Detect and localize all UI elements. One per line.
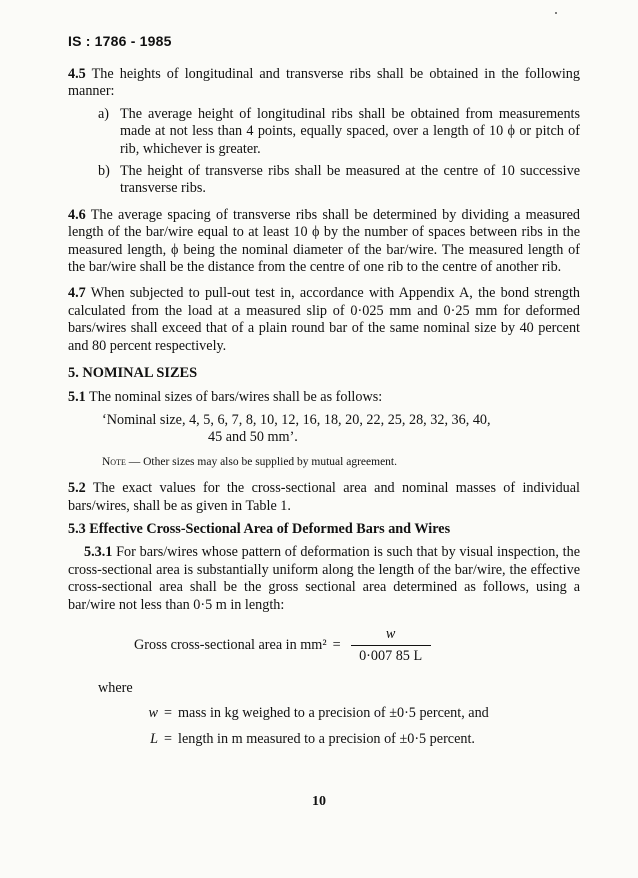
formula-fraction <box>351 626 431 666</box>
scan-speck <box>555 12 557 14</box>
document-body <box>68 66 580 748</box>
clause-number: 5.2 <box>68 480 86 497</box>
where-label: where <box>98 679 133 696</box>
definition-equals: = <box>164 705 173 722</box>
clause-5-2 <box>68 480 580 515</box>
clause-5-1 <box>68 389 580 406</box>
list-item-label: a) <box>98 105 110 122</box>
nominal-sizes-quote-line-1: ‘Nominal size, 4, 5, 6, 7, 8, 10, 12, 16, 18, 20, 22, 25, 28, 32, 36, 40, <box>102 411 491 428</box>
clause-number: 5.3.1 <box>84 544 113 561</box>
clause-text: For bars/wires whose pattern of deformation is such that by visual inspection, the cross-sectional area is substantially uniform along the length of the bar/wire, the effective cross-sectional area shall be the gross sectional area determined as follows, using a bar/wire not less than 0·5 m in length: <box>68 544 580 613</box>
gross-area-formula <box>134 626 580 666</box>
definition-equals: = <box>164 730 173 747</box>
list-item <box>98 106 580 158</box>
note-text: — Other sizes may also be supplied by mutual agreement. <box>125 455 397 468</box>
clause-4-5 <box>68 66 580 101</box>
clause-text: The average spacing of transverse ribs shall be determined by dividing a measured length of the bar/wire equal to at least 10 ϕ by the number of spaces between ribs in the measured length, ϕ being the nominal diameter of the bar/wire. The measured length of the bar/wire shall be the distance from the centre of one rib to the centre of another rib. <box>68 206 580 276</box>
clause-text: When subjected to pull-out test in, accordance with Appendix A, the bond strength calculated from the load at a measured slip of 0·025 mm and 0·25 mm for deformed bars/wires shall exceed that of a plain round bar of the same nominal size by 40 percent and 80 percent respectively. <box>68 285 580 354</box>
definition-text: mass in kg weighed to a precision of ±0·5 percent, and <box>178 705 489 722</box>
definition-symbol: w <box>148 705 158 722</box>
page-number: 10 <box>312 794 326 809</box>
clause-text: The nominal sizes of bars/wires shall be as follows: <box>89 388 383 405</box>
clause-number: 5.1 <box>68 388 86 405</box>
standard-header: IS : 1786 - 1985 <box>68 33 172 49</box>
nominal-sizes-quote-line-2: 45 and 50 mm’. <box>208 429 298 446</box>
subsection-heading-effective-area: 5.3 Effective Cross-Sectional Area of Deformed Bars and Wires <box>68 520 451 537</box>
clause-number: 4.7 <box>68 285 86 302</box>
clause-5-3-1 <box>68 544 580 614</box>
list-item <box>98 163 580 198</box>
clause-text: The exact values for the cross-sectional area and nominal masses of individual bars/wires, shall be as given in Table 1. <box>68 480 580 514</box>
clause-number: 4.5 <box>68 66 86 82</box>
formula-denominator: 0·007 85 L <box>359 648 423 665</box>
formula-numerator: w <box>385 626 396 643</box>
section-heading-nominal-sizes: 5. NOMINAL SIZES <box>68 365 198 382</box>
clause-4-7 <box>68 285 580 355</box>
definition-symbol: L <box>150 730 158 747</box>
definition-text: length in m measured to a precision of ±0·5 percent. <box>178 730 475 747</box>
definition-row <box>144 731 580 748</box>
note-label: Note <box>102 455 126 468</box>
list-item-text: The height of transverse ribs shall be measured at the centre of 10 successive transverse ribs. <box>120 163 580 197</box>
formula-equals: = <box>332 637 341 654</box>
note <box>102 454 580 471</box>
list-item-label: b) <box>98 163 110 180</box>
definition-row <box>144 705 580 722</box>
clause-text: The heights of longitudinal and transverse ribs shall be obtained in the following manner: <box>68 66 580 100</box>
clause-number: 4.6 <box>68 206 86 223</box>
list-item-text: The average height of longitudinal ribs shall be obtained from measurements made at not less than 4 points, equally spaced, over a length of 10 ϕ or pitch of rib, whichever is greater. <box>120 105 580 157</box>
formula-lhs: Gross cross-sectional area in mm² <box>134 637 327 654</box>
clause-4-6 <box>68 207 580 277</box>
